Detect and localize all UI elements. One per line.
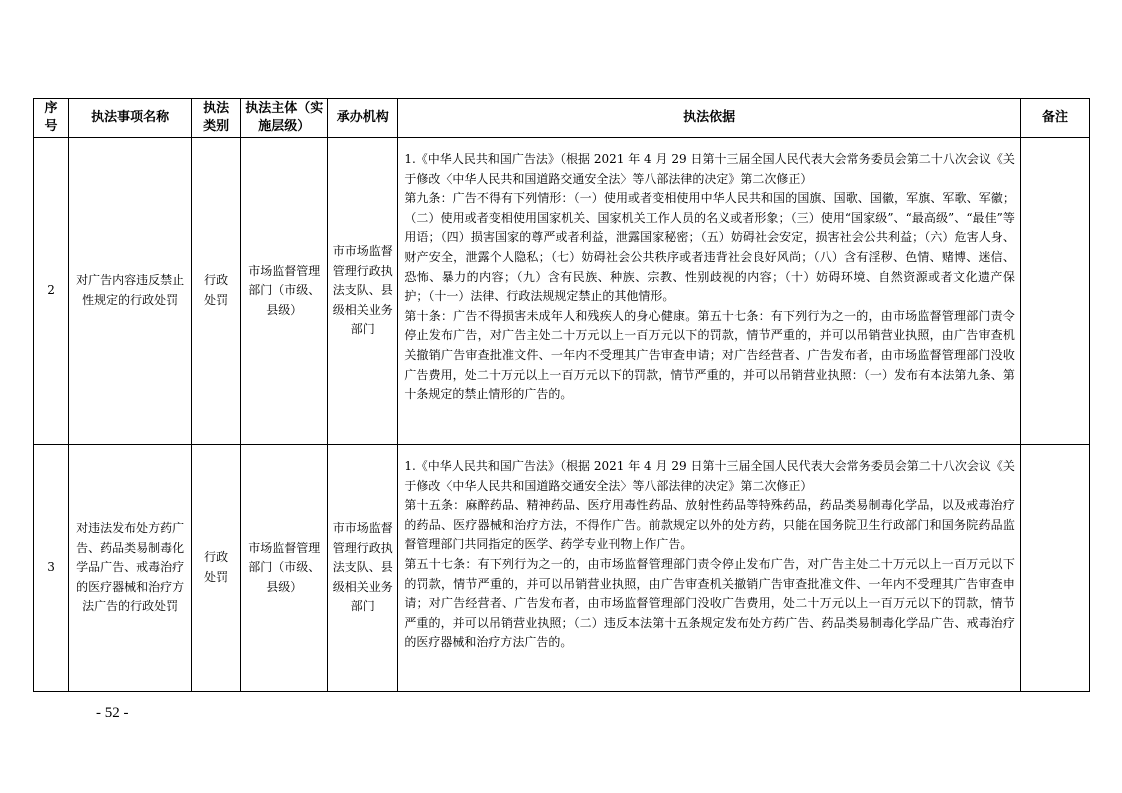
row-category: 行政处罚 [192, 138, 241, 445]
header-item-name: 执法事项名称 [69, 99, 192, 138]
row-subject: 市场监督管理部门（市级、县级） [241, 445, 328, 692]
row-no: 2 [34, 138, 69, 445]
table-row [34, 445, 1090, 692]
row-agency: 市市场监督管理行政执法支队、县级相关业务部门 [328, 138, 398, 445]
row-item-name: 对违法发布处方药广告、药品类易制毒化学品广告、戒毒治疗的医疗器械和治疗方法广告的行政处罚 [69, 445, 192, 692]
header-no: 序号 [34, 99, 69, 138]
basis-paragraph: 1.《中华人民共和国广告法》（根据 2021 年 4 月 29 日第十三届全国人民代表大会常务委员会第二十八次会议《关于修改〈中华人民共和国道路交通安全法〉等八部法律的决定》第二次修正） [404, 152, 1015, 186]
row-agency: 市市场监督管理行政执法支队、县级相关业务部门 [328, 445, 398, 692]
header-basis: 执法依据 [398, 99, 1021, 138]
row-no: 3 [34, 445, 69, 692]
table-row [34, 138, 1090, 445]
basis-paragraph: 第九条：广告不得有下列情形：（一）使用或者变相使用中华人民共和国的国旗、国歌、国徽，军旗、军歌、军徽；（二）使用或者变相使用国家机关、国家机关工作人员的名义或者形象；（三）使用“国家级”、“最高级”、“最佳”等用语；（四）损害国家的尊严或者利益，泄露国家秘密；（五）妨碍社会安定，损害社会公共利益；（六）危害人身、财产安全，泄露个人隐私；（七）妨碍社会公共秩序或者违背社会良好风尚；（八）含有淫秽、色情、赌博、迷信、恐怖、暴力的内容；（九）含有民族、种族、宗教、性别歧视的内容；（十）妨碍环境、自然资源或者文化遗产保护；（十一）法律、行政法规规定禁止的其他情形。 [404, 191, 1015, 304]
row-subject: 市场监督管理部门（市级、县级） [241, 138, 328, 445]
basis-paragraph: 第十条：广告不得损害未成年人和残疾人的身心健康。第五十七条：有下列行为之一的，由市场监督管理部门责令停止发布广告，对广告主处二十万元以上一百万元以下的罚款，情节严重的，并可以吊销营业执照，由广告审查机关撤销广告审查批准文件、一年内不受理其广告审查申请；对广告经营者、广告发布者，由市场监督管理部门没收广告费用，处二十万元以上一百万元以下的罚款，情节严重的，并可以吊销营业执照：（一）发布有本法第九条、第十条规定的禁止情形的广告的。 [404, 308, 1015, 402]
header-subject: 执法主体（实施层级） [241, 99, 328, 138]
header-remarks: 备注 [1020, 99, 1089, 138]
row-basis [398, 138, 1021, 445]
row-item-name: 对广告内容违反禁止性规定的行政处罚 [69, 138, 192, 445]
row-basis [398, 445, 1021, 692]
basis-paragraph: 第五十七条：有下列行为之一的，由市场监督管理部门责令停止发布广告，对广告主处二十万元以上一百万元以下的罚款，情节严重的，并可以吊销营业执照，由广告审查机关撤销广告审查批准文件、一年内不受理其广告审查申请；对广告经营者、广告发布者，由市场监督管理部门没收广告费用，处二十万元以上一百万元以下的罚款，情节严重的，并可以吊销营业执照；（二）违反本法第十五条规定发布处方药广告、药品类易制毒化学品广告、戒毒治疗的医疗器械和治疗方法广告的。 [404, 556, 1015, 650]
row-remarks [1020, 138, 1089, 445]
header-agency: 承办机构 [328, 99, 398, 138]
header-category: 执法类别 [192, 99, 241, 138]
row-remarks [1020, 445, 1089, 692]
basis-paragraph: 第十五条：麻醉药品、精神药品、医疗用毒性药品、放射性药品等特殊药品，药品类易制毒化学品，以及戒毒治疗的药品、医疗器械和治疗方法，不得作广告。前款规定以外的处方药，只能在国务院卫生行政部门和国务院药品监督管理部门共同指定的医学、药学专业刊物上作广告。 [404, 498, 1015, 552]
enforcement-table [33, 98, 1090, 692]
row-category: 行政处罚 [192, 445, 241, 692]
basis-paragraph: 1.《中华人民共和国广告法》（根据 2021 年 4 月 29 日第十三届全国人民代表大会常务委员会第二十八次会议《关于修改〈中华人民共和国道路交通安全法〉等八部法律的决定》第二次修正） [404, 459, 1015, 493]
page-number: - 52 - [96, 705, 129, 721]
table-header-row [34, 99, 1090, 138]
